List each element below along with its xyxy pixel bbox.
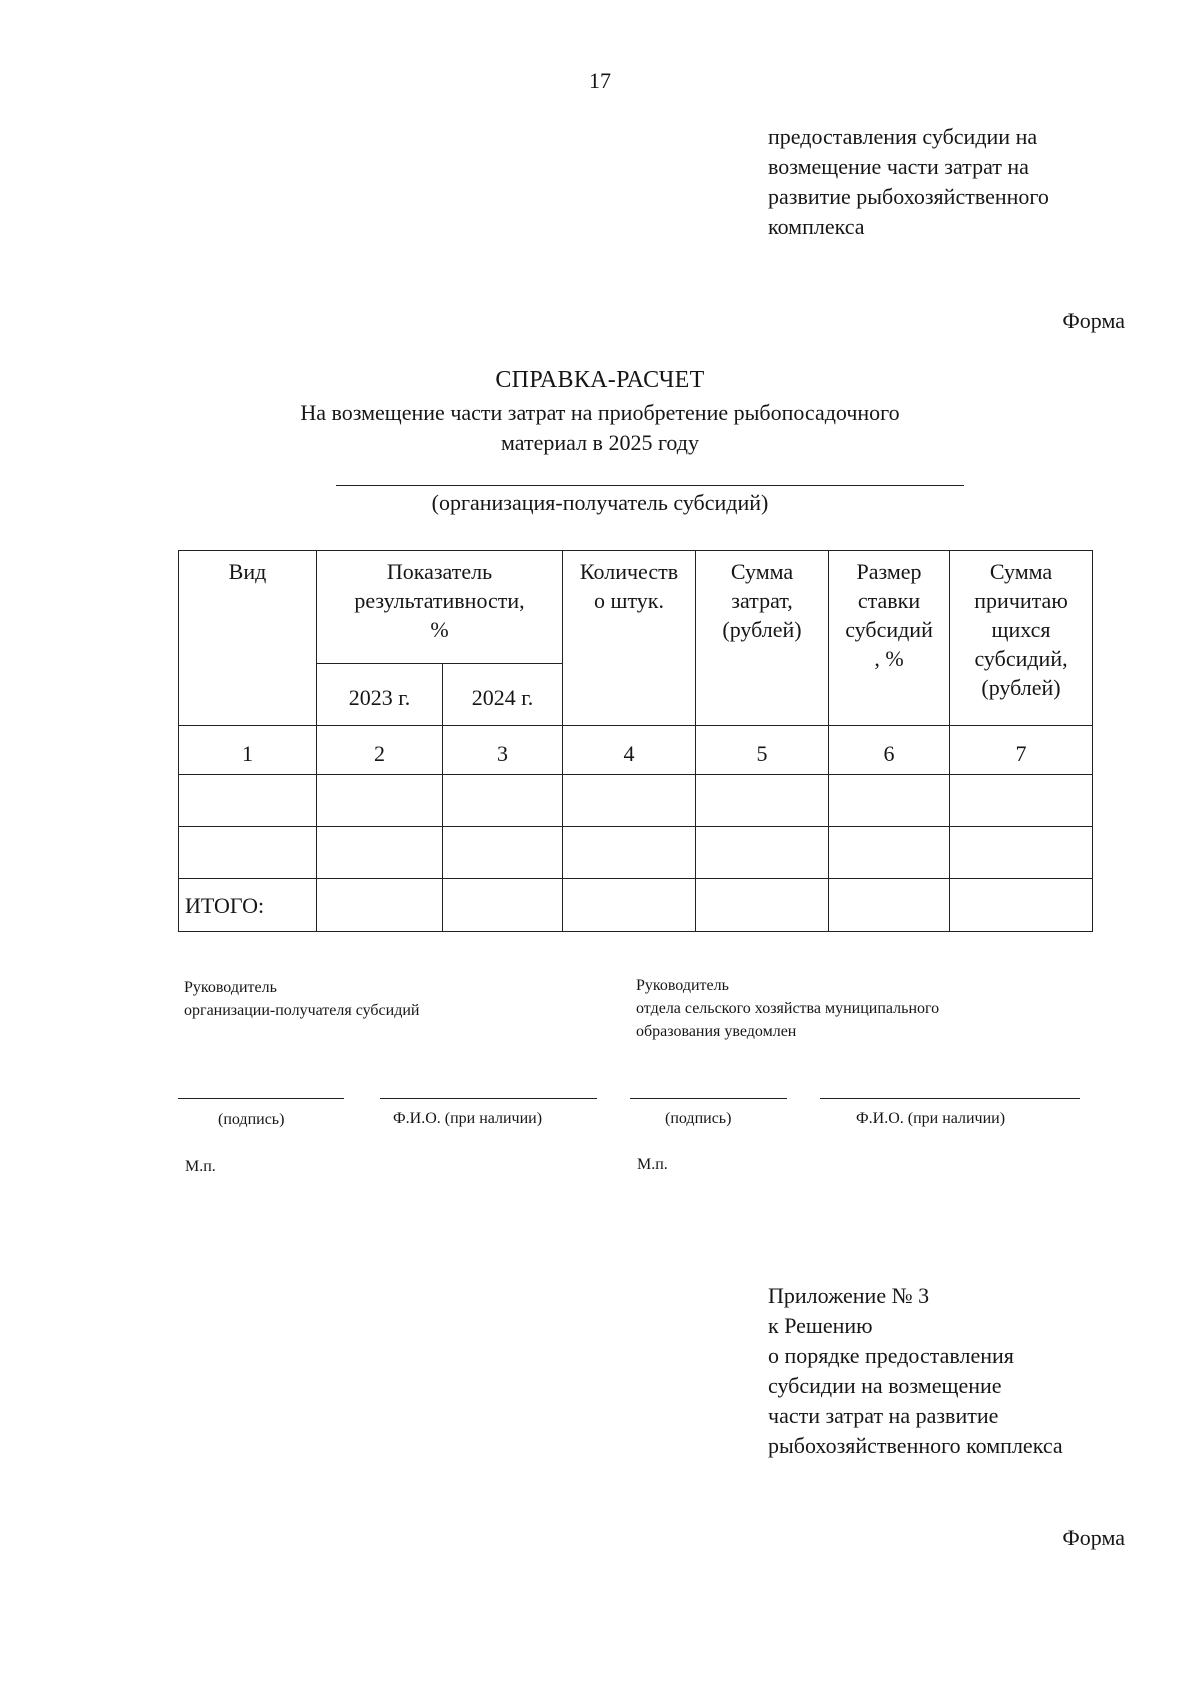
table-cell	[317, 827, 443, 879]
department-signature-caption: (подпись)	[665, 1110, 732, 1127]
header-year-2023: 2023 г.	[317, 664, 443, 726]
table-cell	[443, 827, 563, 879]
page-number: 17	[589, 68, 611, 93]
department-head-label: Руководитель отдела сельского хозяйства муниципального образования уведомлен	[636, 977, 940, 1040]
document-subtitle: На возмещение части затрат на приобретение рыбопосадочного материал в 2025 году	[300, 400, 900, 455]
organization-blank-line	[336, 485, 964, 486]
calculation-table	[178, 550, 1093, 932]
header-vid: Вид	[179, 551, 317, 726]
header-continuation: предоставления субсидии на возмещение части затрат на развитие рыбохозяйственного комплекса	[768, 124, 1049, 239]
table-cell	[317, 775, 443, 827]
header-pokazatel: Показатель результативности, %	[317, 551, 563, 664]
table-cell	[317, 879, 443, 932]
column-number: 5	[696, 726, 829, 775]
table-cell	[563, 775, 696, 827]
column-number: 3	[443, 726, 563, 775]
table-cell	[443, 879, 563, 932]
table-cell	[563, 879, 696, 932]
column-number: 4	[563, 726, 696, 775]
total-label: ИТОГО:	[179, 879, 317, 932]
table-cell	[696, 879, 829, 932]
table-cell	[443, 775, 563, 827]
table-cell	[829, 775, 950, 827]
appendix-header: Приложение № 3 к Решению о порядке предоставления субсидии на возмещение части затрат на развитие рыбохозяйственного комплекса	[768, 1283, 1063, 1458]
header-summa-prichitayushchikhsya: Сумма причитаю щихся субсидий, (рублей)	[950, 551, 1093, 726]
recipient-name-line	[380, 1098, 597, 1099]
recipient-signature-line	[178, 1098, 344, 1099]
table-cell	[950, 879, 1093, 932]
table-cell	[179, 827, 317, 879]
recipient-signature-caption: (подпись)	[218, 1111, 285, 1128]
recipient-name-caption: Ф.И.О. (при наличии)	[393, 1110, 543, 1127]
appendix-form-label: Форма	[1062, 1525, 1125, 1550]
department-name-caption: Ф.И.О. (при наличии)	[856, 1110, 1006, 1127]
column-number: 2	[317, 726, 443, 775]
table-cell	[829, 879, 950, 932]
column-number: 7	[950, 726, 1093, 775]
form-label: Форма	[1062, 308, 1125, 333]
header-razmer-stavki: Размер ставки субсидий , %	[829, 551, 950, 726]
table-cell	[563, 827, 696, 879]
department-stamp-place: М.п.	[637, 1156, 668, 1173]
recipient-stamp-place: М.п.	[185, 1158, 216, 1175]
column-number: 6	[829, 726, 950, 775]
table-row	[179, 775, 1093, 827]
table-cell	[829, 827, 950, 879]
recipient-head-label: Руководитель организации-получателя субсидий	[184, 979, 420, 1019]
table-cell	[696, 775, 829, 827]
table-cell	[696, 827, 829, 879]
total-row	[179, 879, 1093, 932]
document-title: СПРАВКА-РАСЧЕТ	[495, 367, 705, 393]
table-cell	[950, 775, 1093, 827]
table-cell	[179, 775, 317, 827]
department-name-line	[820, 1098, 1080, 1099]
department-signature-line	[630, 1098, 787, 1099]
header-kolichestvo: Количеств о штук.	[563, 551, 696, 726]
header-year-2024: 2024 г.	[443, 664, 563, 726]
column-number: 1	[179, 726, 317, 775]
table-row	[179, 827, 1093, 879]
header-summa-zatrat: Сумма затрат, (рублей)	[696, 551, 829, 726]
organization-caption: (организация-получатель субсидий)	[431, 490, 769, 515]
table-cell	[950, 827, 1093, 879]
